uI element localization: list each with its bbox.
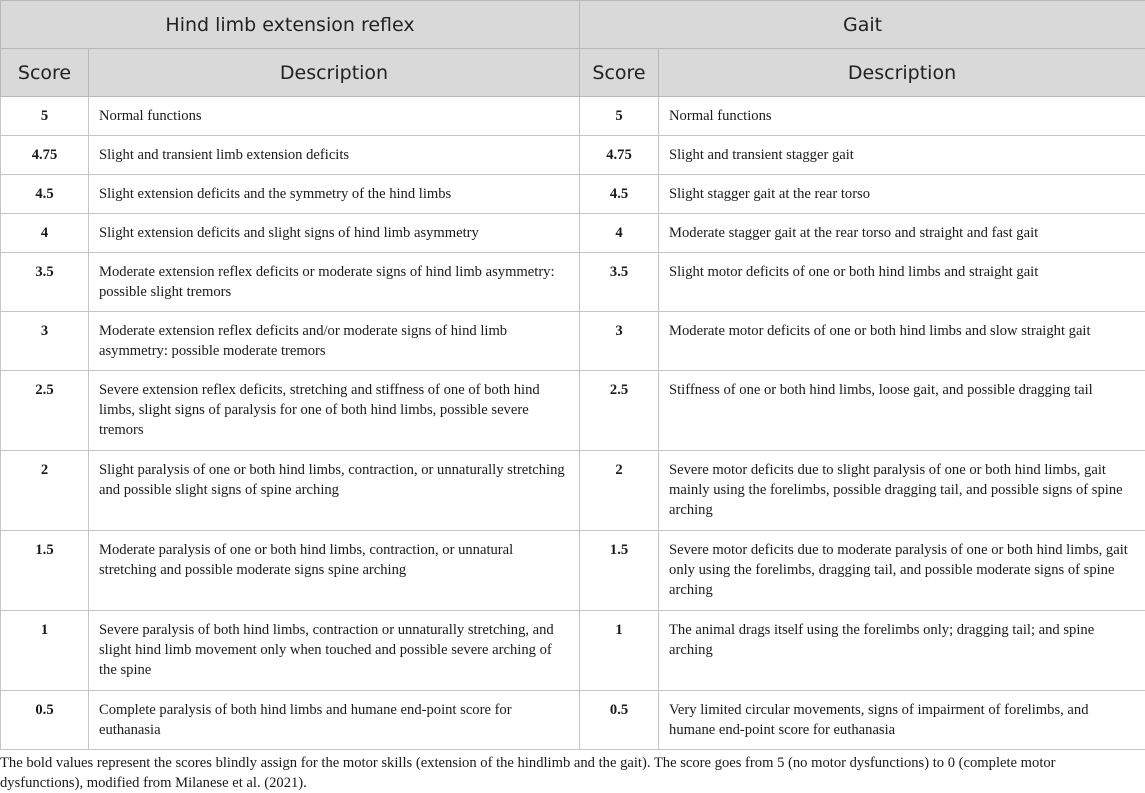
description-hind-limb: Slight extension deficits and the symmetry of the hind limbs: [89, 175, 580, 214]
score-gait: 2.5: [580, 371, 659, 451]
score-hind-limb: 5: [1, 97, 89, 136]
score-gait: 0.5: [580, 691, 659, 750]
table-row: [1, 451, 1145, 531]
description-hind-limb: Slight and transient limb extension deficits: [89, 136, 580, 175]
group-header-gait: Gait: [580, 1, 1145, 49]
table-row: [1, 312, 1145, 371]
score-hind-limb: 4.5: [1, 175, 89, 214]
table-row: [1, 136, 1145, 175]
description-hind-limb: Slight extension deficits and slight signs of hind limb asymmetry: [89, 214, 580, 253]
score-gait: 1: [580, 611, 659, 691]
table-row: [1, 531, 1145, 611]
score-hind-limb: 4.75: [1, 136, 89, 175]
column-header-score-left: Score: [1, 49, 89, 97]
description-hind-limb: Severe paralysis of both hind limbs, contraction or unnaturally stretching, and slight hind limb movement only when touched and possible severe arching of the spine: [89, 611, 580, 691]
description-gait: Stiffness of one or both hind limbs, loose gait, and possible dragging tail: [659, 371, 1145, 451]
description-gait: Severe motor deficits due to moderate paralysis of one or both hind limbs, gait only using the forelimbs, dragging tail, and possible moderate signs of spine arching: [659, 531, 1145, 611]
column-header-description-right: Description: [659, 49, 1145, 97]
table-row: [1, 253, 1145, 312]
score-hind-limb: 1.5: [1, 531, 89, 611]
table-row: [1, 691, 1145, 750]
score-gait: 5: [580, 97, 659, 136]
score-gait: 3: [580, 312, 659, 371]
table-row: [1, 611, 1145, 691]
score-hind-limb: 2: [1, 451, 89, 531]
score-hind-limb: 1: [1, 611, 89, 691]
description-hind-limb: Severe extension reflex deficits, stretching and stiffness of one of both hind limbs, slight signs of paralysis for one of both hind limbs, possible severe tremors: [89, 371, 580, 451]
score-hind-limb: 2.5: [1, 371, 89, 451]
description-hind-limb: Complete paralysis of both hind limbs and humane end-point score for euthanasia: [89, 691, 580, 750]
score-gait: 4.5: [580, 175, 659, 214]
description-hind-limb: Moderate paralysis of one or both hind limbs, contraction, or unnatural stretching and possible moderate signs spine arching: [89, 531, 580, 611]
description-gait: Moderate stagger gait at the rear torso and straight and fast gait: [659, 214, 1145, 253]
column-header-score-right: Score: [580, 49, 659, 97]
score-hind-limb: 0.5: [1, 691, 89, 750]
description-gait: Normal functions: [659, 97, 1145, 136]
description-gait: Slight and transient stagger gait: [659, 136, 1145, 175]
description-gait: Very limited circular movements, signs of impairment of forelimbs, and humane end-point score for euthanasia: [659, 691, 1145, 750]
score-hind-limb: 3.5: [1, 253, 89, 312]
table-row: [1, 97, 1145, 136]
description-gait: Severe motor deficits due to slight paralysis of one or both hind limbs, gait mainly using the forelimbs, possible dragging tail, and possible signs of spine arching: [659, 451, 1145, 531]
description-hind-limb: Slight paralysis of one or both hind limbs, contraction, or unnaturally stretching and possible slight signs of spine arching: [89, 451, 580, 531]
table-row: [1, 175, 1145, 214]
score-gait: 3.5: [580, 253, 659, 312]
score-gait: 1.5: [580, 531, 659, 611]
score-gait: 2: [580, 451, 659, 531]
description-gait: Slight stagger gait at the rear torso: [659, 175, 1145, 214]
description-hind-limb: Normal functions: [89, 97, 580, 136]
score-hind-limb: 4: [1, 214, 89, 253]
group-header-hind-limb: Hind limb extension reflex: [1, 1, 580, 49]
table-caption: The bold values represent the scores blindly assign for the motor skills (extension of the hindlimb and the gait). The score goes from 5 (no motor dysfunctions) to 0 (complete motor dysfunctions), modified from Milanese et al. (2021).: [0, 750, 1140, 793]
group-header-row: [1, 1, 1145, 49]
table-row: [1, 371, 1145, 451]
column-header-row: [1, 49, 1145, 97]
score-hind-limb: 3: [1, 312, 89, 371]
column-header-description-left: Description: [89, 49, 580, 97]
score-gait: 4: [580, 214, 659, 253]
description-gait: Slight motor deficits of one or both hind limbs and straight gait: [659, 253, 1145, 312]
description-gait: The animal drags itself using the forelimbs only; dragging tail; and spine arching: [659, 611, 1145, 691]
description-hind-limb: Moderate extension reflex deficits and/or moderate signs of hind limb asymmetry: possible moderate tremors: [89, 312, 580, 371]
description-hind-limb: Moderate extension reflex deficits or moderate signs of hind limb asymmetry: possible slight tremors: [89, 253, 580, 312]
table-row: [1, 214, 1145, 253]
description-gait: Moderate motor deficits of one or both hind limbs and slow straight gait: [659, 312, 1145, 371]
score-gait: 4.75: [580, 136, 659, 175]
